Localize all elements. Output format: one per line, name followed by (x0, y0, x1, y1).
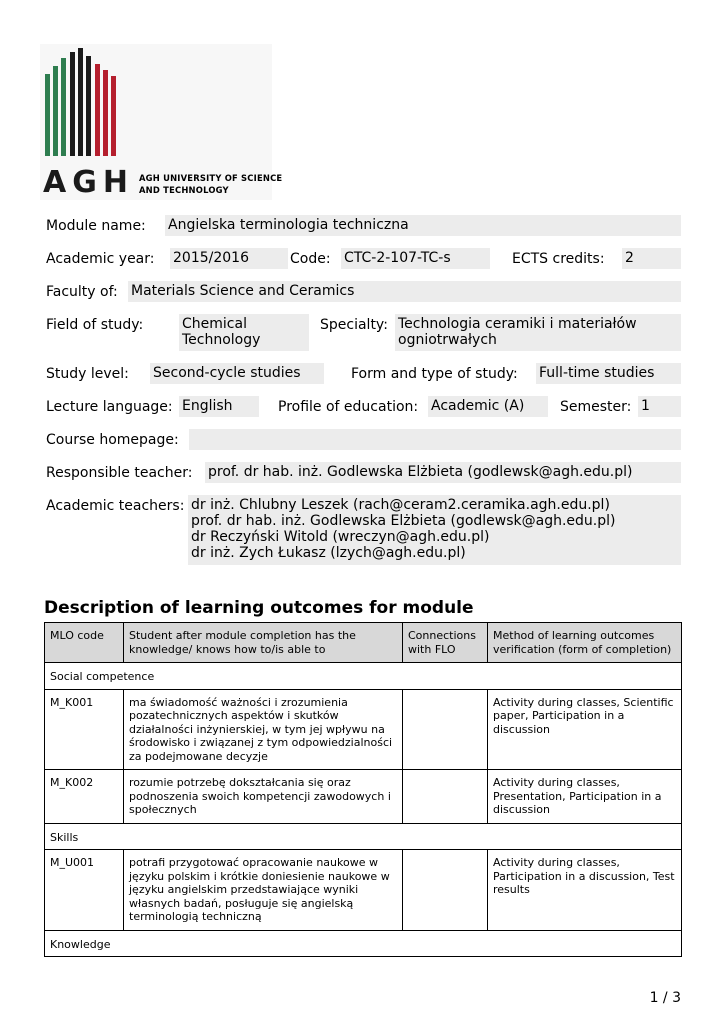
profile-value: Academic (A) (428, 396, 548, 417)
column-header: Connections with FLO (403, 623, 488, 663)
university-line-2: AND TECHNOLOGY (139, 185, 229, 195)
mlo-description: ma świadomość ważności i zrozumienia pozatechnicznych aspektów i skutków działalności inżynierskiej, w tym jej wpływu na środowisko i związanej z tym odpowiedzialności za podejmowane decyzje (124, 689, 403, 770)
section-title: Skills (45, 823, 682, 850)
academic-teachers-label: Academic teachers: (46, 498, 185, 514)
page-number: 1 / 3 (649, 990, 681, 1006)
course-homepage-value (189, 429, 681, 450)
academic-teacher: dr Reczyński Witold (wreczyn@agh.edu.pl) (191, 529, 490, 545)
lecture-language-label: Lecture language: (46, 399, 173, 415)
mlo-method: Activity during classes, Participation in a discussion, Test results (488, 850, 682, 931)
ects-value: 2 (622, 248, 681, 269)
academic-teacher: prof. dr hab. inż. Godlewska Elżbieta (godlewsk@agh.edu.pl) (191, 513, 616, 529)
specialty-value: Technologia ceramiki i materiałów ogniotrwałych (395, 314, 681, 351)
mlo-code: M_U001 (45, 850, 124, 931)
mlo-flo (403, 689, 488, 770)
field-of-study-label: Field of study: (46, 317, 144, 333)
module-name-value: Angielska terminologia techniczna (165, 215, 681, 236)
profile-label: Profile of education: (278, 399, 419, 415)
academic-year-value: 2015/2016 (170, 248, 288, 269)
mlo-flo (403, 850, 488, 931)
table-header-row (45, 623, 682, 663)
mlo-method: Activity during classes, Scientific paper, Participation in a discussion (488, 689, 682, 770)
section-row (45, 823, 682, 850)
ects-label: ECTS credits: (512, 251, 605, 267)
column-header: MLO code (45, 623, 124, 663)
mlo-description: rozumie potrzebę dokształcania się oraz podnoszenia swoich kompetencji zawodowych i społecznych (124, 770, 403, 824)
academic-teacher: dr inż. Chlubny Leszek (rach@ceram2.ceramika.agh.edu.pl) (191, 497, 610, 513)
section-row (45, 930, 682, 957)
course-homepage-label: Course homepage: (46, 432, 179, 448)
study-level-label: Study level: (46, 366, 129, 382)
table-row (45, 689, 682, 770)
column-header: Method of learning outcomes verification (form of completion) (488, 623, 682, 663)
specialty-label: Specialty: (320, 317, 388, 333)
agh-logo-text: AGH (43, 165, 134, 200)
semester-label: Semester: (560, 399, 632, 415)
field-of-study-value: Chemical Technology (179, 314, 309, 351)
code-label: Code: (290, 251, 331, 267)
table-row (45, 770, 682, 824)
mlo-code: M_K001 (45, 689, 124, 770)
university-line-1: AGH UNIVERSITY OF SCIENCE (139, 173, 283, 183)
form-of-study-value: Full-time studies (536, 363, 681, 384)
section-row (45, 663, 682, 690)
responsible-teacher-label: Responsible teacher: (46, 465, 193, 481)
section-title: Knowledge (45, 930, 682, 957)
semester-value: 1 (638, 396, 681, 417)
responsible-teacher-value: prof. dr hab. inż. Godlewska Elżbieta (godlewsk@agh.edu.pl) (205, 462, 681, 483)
mlo-method: Activity during classes, Presentation, Participation in a discussion (488, 770, 682, 824)
outcomes-heading: Description of learning outcomes for module (44, 598, 474, 618)
mlo-code: M_K002 (45, 770, 124, 824)
table-row (45, 850, 682, 931)
module-name-label: Module name: (46, 218, 146, 234)
code-value: CTC-2-107-TC-s (341, 248, 490, 269)
university-name (139, 172, 282, 196)
column-header: Student after module completion has the knowledge/ knows how to/is able to (124, 623, 403, 663)
mlo-flo (403, 770, 488, 824)
faculty-label: Faculty of: (46, 284, 118, 300)
academic-year-label: Academic year: (46, 251, 155, 267)
faculty-value: Materials Science and Ceramics (128, 281, 681, 302)
lecture-language-value: English (179, 396, 259, 417)
study-level-value: Second-cycle studies (150, 363, 324, 384)
section-title: Social competence (45, 663, 682, 690)
form-of-study-label: Form and type of study: (351, 366, 518, 382)
academic-teachers-list (188, 495, 681, 565)
academic-teacher: dr inż. Zych Łukasz (lzych@agh.edu.pl) (191, 545, 466, 561)
learning-outcomes-table (44, 622, 682, 957)
mlo-description: potrafi przygotować opracowanie naukowe w języku polskim i krótkie doniesienie naukowe w języku angielskim przedstawiające wyniki własnych badań, posługuje się angielską terminologią techniczną (124, 850, 403, 931)
